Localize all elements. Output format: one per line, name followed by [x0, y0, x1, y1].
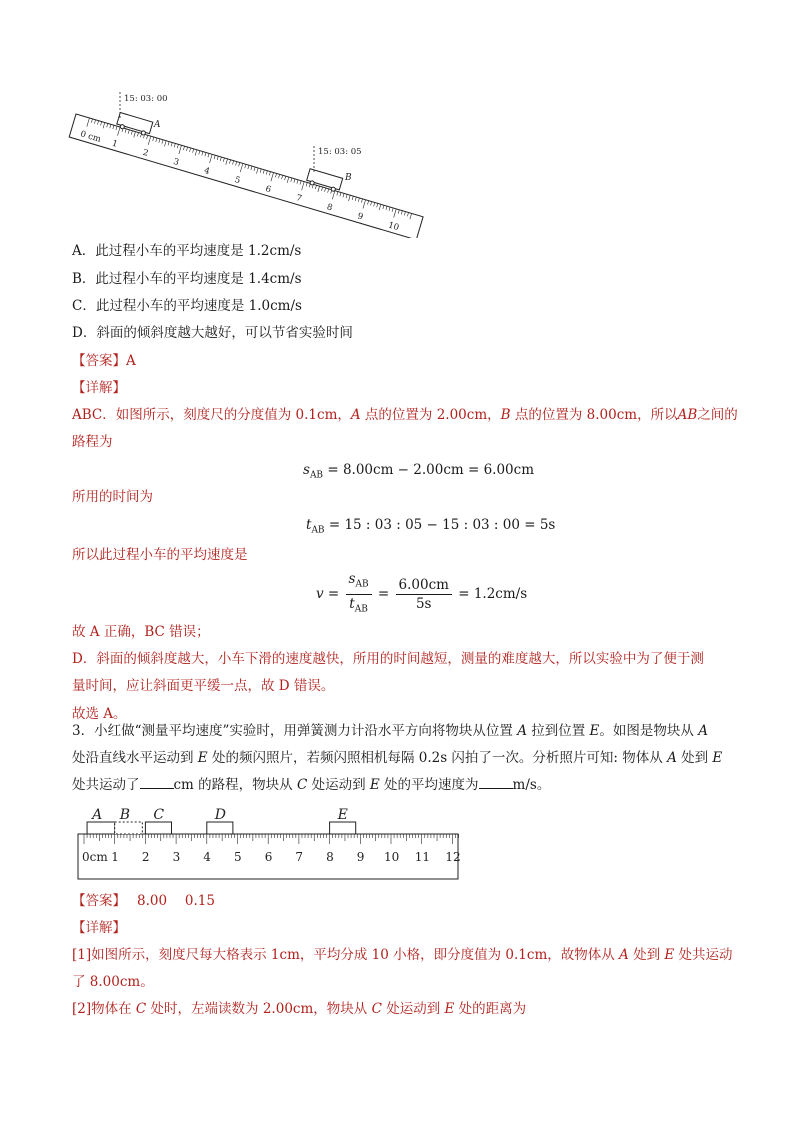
ruler-label: 2: [141, 147, 150, 159]
ruler-label: 7: [294, 193, 303, 205]
point-e: E: [712, 750, 723, 766]
point-e: E: [664, 947, 675, 963]
option-text: 斜面的倾斜度越大越好，可以节省实验时间: [96, 325, 353, 341]
detail-text: ABC．如图所示，刻度尺的分度值为 0.1cm，: [72, 407, 351, 423]
option-text: 此过程小车的平均速度是 1.0cm/s: [95, 298, 302, 314]
detail-text: [2]物体在: [72, 1001, 136, 1017]
eq-symbol: s: [348, 571, 356, 587]
eq-symbol: t: [349, 595, 355, 612]
question-text: cm 的路程，物块从: [173, 777, 297, 793]
question-text: 处沿直线水平运动到: [72, 750, 198, 766]
detail-line: 所以此过程小车的平均速度是: [72, 547, 248, 563]
detail-line: D．斜面的倾斜度越大，小车下滑的速度越快，所用的时间越短，测量的难度越大，所以实验中为了便于测: [72, 651, 704, 667]
cart-a-wheel: [120, 124, 125, 129]
answer-line: [72, 351, 136, 371]
detail-text: 点的位置为 8.00cm，所以: [510, 407, 678, 423]
ruler-label: 3: [172, 850, 181, 864]
block-label: D: [214, 807, 227, 823]
point-c: C: [371, 1001, 382, 1017]
cart-b-wheel: [331, 187, 336, 192]
segment-ab: AB: [677, 407, 698, 423]
fraction-symbolic: [346, 570, 372, 618]
detail-label: 【详解】: [72, 380, 126, 396]
point-c: C: [135, 1001, 147, 1017]
question-text: 处运动到: [307, 777, 370, 793]
blocks: [87, 807, 356, 834]
point-a: A: [698, 723, 708, 739]
ruler-label: 1: [110, 138, 119, 150]
clock-a-reading: 15: 03: 00: [124, 94, 168, 104]
clock-b-reading: 15: 03: 05: [318, 147, 362, 157]
ruler-label: 0cm: [82, 850, 108, 864]
answer-blank-1[interactable]: [140, 776, 174, 789]
block-label: E: [337, 807, 348, 823]
detail-line: 路程为: [72, 434, 113, 450]
point-a: A: [667, 750, 677, 766]
point-e: E: [197, 750, 208, 766]
point-e: E: [369, 777, 380, 793]
answer-label: 【答案】: [72, 893, 120, 909]
eq-rhs: = 15 : 03 : 05 − 15 : 03 : 00 = 5s: [324, 517, 556, 533]
question-3-line: [72, 721, 708, 741]
ruler-label: 12: [445, 850, 461, 864]
cart-a-wheel: [141, 130, 146, 135]
answer-label: 【答案】: [72, 353, 126, 369]
detail-line: 故 A 正确，BC 错误；: [72, 624, 210, 640]
ruler-label: 8: [326, 850, 334, 864]
question-text: 处共运动了: [72, 777, 140, 793]
option-a[interactable]: [72, 241, 301, 261]
ruler-label: 0 cm: [79, 129, 102, 145]
question-3-line: [72, 775, 550, 795]
question-text: 3．小红做“测量平均速度”实验时，用弹簧测力计沿水平方向将物块从位置: [72, 723, 518, 739]
option-letter: B．: [72, 271, 96, 287]
ruler-label: 5: [233, 175, 242, 187]
block-a: [87, 822, 115, 834]
label-b: B: [345, 173, 352, 183]
block-c: [145, 822, 171, 834]
label-a: A: [154, 120, 161, 130]
option-letter: C．: [72, 298, 96, 314]
question-text: 拉到位置: [526, 723, 590, 739]
equation-time: [306, 515, 555, 541]
answer-line: [72, 891, 215, 911]
eq-sign: =: [373, 586, 394, 603]
point-e: E: [444, 1001, 455, 1017]
question-text: 处到: [676, 750, 713, 766]
eq-symbol: s: [303, 462, 310, 478]
ruler-label: 6: [264, 850, 273, 864]
eq-symbol: v: [316, 586, 324, 603]
question-text: m/s。: [512, 777, 551, 793]
block-e: [330, 822, 356, 834]
block-label: A: [92, 807, 103, 823]
ruler-label: 8: [325, 202, 334, 214]
eq-numerator: 6.00cm: [396, 576, 452, 595]
inclined-ruler-figure: [60, 88, 440, 238]
point-e: E: [589, 723, 600, 739]
ruler-body: [69, 114, 423, 238]
eq-sign: =: [323, 586, 344, 603]
option-letter: D．: [72, 325, 97, 341]
ruler-label: 10: [384, 850, 400, 864]
detail-line: 故选 A。: [72, 706, 127, 722]
ruler-label: 10: [386, 220, 401, 234]
point-a: A: [619, 947, 629, 963]
point-b: B: [500, 407, 511, 423]
ruler-label: 7: [295, 850, 304, 864]
detail-text: 处到: [628, 947, 665, 963]
option-text: 此过程小车的平均速度是 1.4cm/s: [95, 271, 302, 287]
eq-result: = 1.2cm/s: [453, 586, 528, 603]
eq-subscript: AB: [309, 470, 324, 481]
eq-rhs: = 8.00cm − 2.00cm = 6.00cm: [323, 462, 535, 478]
detail-text: 之间的: [697, 407, 738, 423]
eq-symbol: t: [306, 517, 312, 533]
detail-label: 【详解】: [72, 920, 126, 936]
eq-subscript: AB: [354, 604, 368, 615]
equation-distance: [303, 460, 534, 486]
ruler-label: 1: [111, 850, 119, 864]
ruler-label: 11: [414, 850, 430, 864]
question-text: 处的平均速度为: [379, 777, 479, 793]
eq-subscript: AB: [355, 579, 369, 590]
detail-text: 处的距离为: [454, 1001, 527, 1017]
detail-text: 点的位置为 2.00cm，: [360, 407, 501, 423]
point-a: A: [350, 407, 361, 423]
eq-subscript: AB: [311, 525, 325, 536]
block-d: [207, 822, 233, 834]
detail-line: 了 8.00cm。: [72, 974, 154, 990]
ruler-label: 4: [202, 165, 211, 178]
ruler-label: 4: [203, 850, 211, 864]
option-text: 此过程小车的平均速度是 1.2cm/s: [95, 243, 302, 259]
detail-text: 处共运动: [674, 947, 733, 963]
detail-text: 处时，左端读数为 2.00cm，物块从: [146, 1001, 372, 1017]
detail-line: [72, 999, 526, 1019]
detail-line: [72, 945, 733, 965]
detail-line: 量时间，应让斜面更平缓一点，故 D 错误。: [72, 678, 335, 694]
cart-b-wheel: [310, 180, 315, 185]
eq-denominator: 5s: [415, 595, 432, 612]
option-b[interactable]: [72, 269, 302, 289]
point-a: A: [517, 723, 527, 739]
ruler-label: 5: [234, 850, 242, 864]
question-text: 处的频闪照片，若频闪照相机每隔 0.2s 闪拍了一次。分析照片可知: 物体从: [207, 750, 668, 766]
equation-velocity: [316, 570, 527, 618]
question-3-line: [72, 748, 722, 768]
horizontal-ruler-figure: [70, 800, 470, 882]
detail-text: [1]如图所示，刻度尺每大格表示 1cm，平均分成 10 小格，即分度值为 0.1cm，故物体从: [72, 947, 620, 963]
detail-line: [72, 405, 738, 425]
block-label: C: [153, 807, 165, 823]
option-letter: A．: [72, 243, 96, 259]
block-b: [115, 822, 143, 834]
answer-value: 8.00 0.15: [137, 893, 215, 909]
point-c: C: [296, 777, 308, 793]
ruler-label: 2: [141, 850, 150, 864]
answer-blank-2[interactable]: [479, 776, 513, 789]
detail-text: 处运动到: [381, 1001, 445, 1017]
ruler-label: 9: [356, 211, 365, 223]
ruler-label: 9: [356, 850, 365, 864]
ruler-label: 3: [172, 156, 181, 168]
option-c[interactable]: [72, 296, 302, 316]
question-text: 。如图是物块从: [599, 723, 699, 739]
option-d[interactable]: [72, 323, 353, 343]
answer-value: A: [126, 353, 136, 369]
fraction-numeric: [396, 576, 452, 613]
ruler-label: 6: [264, 184, 273, 196]
detail-line: 所用的时间为: [72, 489, 153, 505]
block-label: B: [119, 807, 130, 823]
